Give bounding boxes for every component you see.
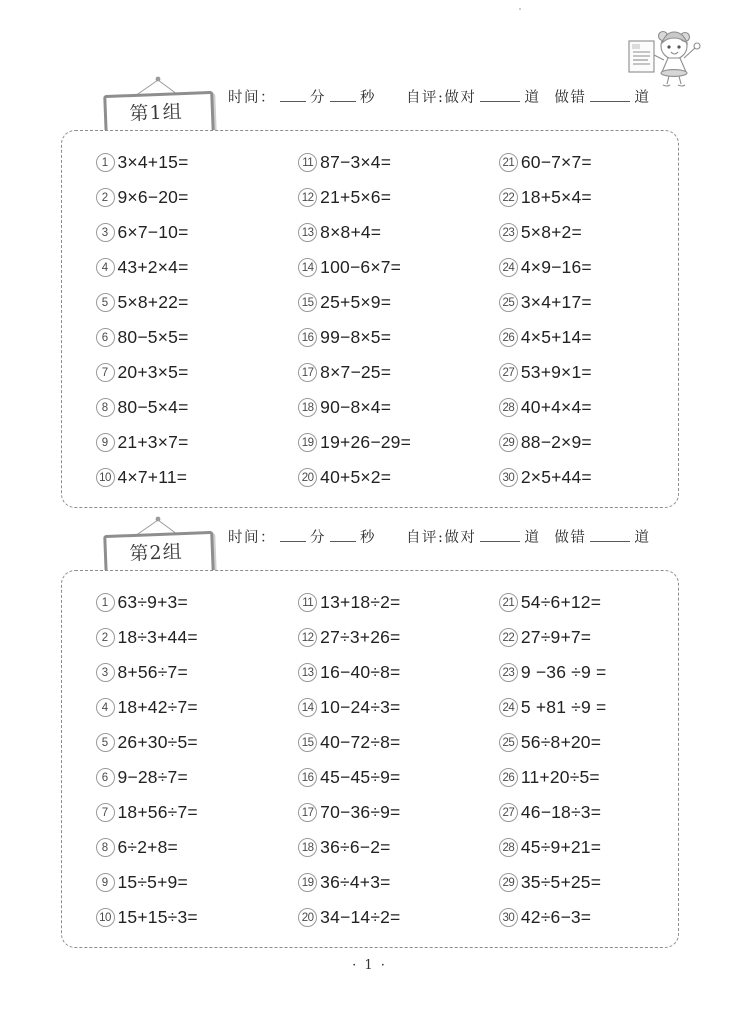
problem-item <box>499 250 678 285</box>
problem-item <box>96 900 275 935</box>
problem-item <box>499 760 678 795</box>
problem-item <box>96 285 275 320</box>
page-number: · 1 · <box>352 958 387 973</box>
minute-unit: 分 <box>310 530 326 546</box>
time-field <box>228 526 376 547</box>
problem-item <box>298 620 477 655</box>
problem-number: 20 <box>298 468 317 487</box>
problem-number: 25 <box>499 293 518 312</box>
problem-expression[interactable]: 45−45÷9= <box>320 767 401 787</box>
problem-expression[interactable]: 9−28÷7= <box>117 767 188 787</box>
problem-item <box>96 320 275 355</box>
second-unit: 秒 <box>360 90 376 106</box>
problem-number: 15 <box>298 733 317 752</box>
problem-number: 22 <box>499 188 518 207</box>
problem-item <box>499 145 678 180</box>
problem-number: 8 <box>96 398 115 417</box>
problem-item <box>499 725 678 760</box>
problem-number: 14 <box>298 258 317 277</box>
problem-expression[interactable]: 21+3×7= <box>117 432 189 452</box>
problem-item <box>96 760 275 795</box>
minutes-blank[interactable] <box>280 529 306 542</box>
problem-number: 2 <box>96 628 115 647</box>
seconds-blank[interactable] <box>330 89 356 102</box>
problem-expression[interactable]: 18+42÷7= <box>117 697 198 717</box>
group-title-plaque <box>99 76 217 132</box>
problem-number: 28 <box>499 838 518 857</box>
problem-expression[interactable]: 90−8×4= <box>320 397 392 417</box>
problem-item <box>298 725 477 760</box>
problem-number: 25 <box>499 733 518 752</box>
problem-expression[interactable]: 40+5×2= <box>320 467 392 487</box>
problem-column-3 <box>477 585 678 935</box>
correct-label: 做对 <box>444 90 477 106</box>
wrong-unit: 道 <box>634 530 651 546</box>
problem-item <box>96 390 275 425</box>
problem-expression[interactable]: 3×4+15= <box>117 152 189 172</box>
problem-expression[interactable]: 20+3×5= <box>117 362 189 382</box>
correct-count-blank[interactable] <box>480 529 520 542</box>
problem-number: 4 <box>96 258 115 277</box>
problem-number: 1 <box>96 153 115 172</box>
problem-item <box>499 285 678 320</box>
self-eval-label: 自评: <box>406 530 445 546</box>
problem-item <box>499 180 678 215</box>
problem-number: 1 <box>96 593 115 612</box>
problem-item <box>96 250 275 285</box>
group-header <box>0 72 739 130</box>
problem-number: 18 <box>298 838 317 857</box>
problem-expression[interactable]: 36÷6−2= <box>320 837 391 857</box>
problem-item <box>96 795 275 830</box>
problem-item <box>96 655 275 690</box>
problem-number: 3 <box>96 223 115 242</box>
problem-expression[interactable]: 3×4+17= <box>520 292 592 312</box>
problem-item <box>298 145 477 180</box>
problem-number: 17 <box>298 803 317 822</box>
problem-item <box>96 725 275 760</box>
problem-number: 28 <box>499 398 518 417</box>
problem-expression[interactable]: 53+9×1= <box>520 362 592 382</box>
problem-item <box>298 180 477 215</box>
problem-expression[interactable]: 13+18÷2= <box>320 592 401 612</box>
problem-item <box>298 320 477 355</box>
problem-number: 27 <box>499 363 518 382</box>
problem-expression[interactable]: 8×7−25= <box>320 362 392 382</box>
problem-number: 5 <box>96 733 115 752</box>
problem-item <box>96 830 275 865</box>
problem-item <box>298 900 477 935</box>
problem-expression[interactable]: 4×7+11= <box>117 467 188 487</box>
problem-expression[interactable]: 26+30÷5= <box>117 732 198 752</box>
problem-expression[interactable]: 15÷5+9= <box>117 872 188 892</box>
problem-item <box>96 690 275 725</box>
problem-item <box>499 355 678 390</box>
problem-item <box>499 620 678 655</box>
problem-number: 5 <box>96 293 115 312</box>
problem-expression[interactable]: 6×7−10= <box>117 222 189 242</box>
problem-expression[interactable]: 36÷4+3= <box>320 872 391 892</box>
problem-column-2 <box>274 145 477 495</box>
problem-item <box>96 180 275 215</box>
problem-number: 14 <box>298 698 317 717</box>
problem-number: 11 <box>298 153 317 172</box>
problem-expression[interactable]: 42÷6−3= <box>520 907 592 927</box>
group-header <box>0 512 739 570</box>
problem-panel <box>61 130 679 508</box>
problem-item <box>298 215 477 250</box>
problem-expression[interactable]: 87−3×4= <box>320 152 392 172</box>
problem-item <box>499 900 678 935</box>
worksheet-group-2 <box>0 512 739 948</box>
problem-item <box>499 865 678 900</box>
problem-item <box>298 830 477 865</box>
problem-expression[interactable]: 45÷9+21= <box>520 837 602 857</box>
problem-number: 11 <box>298 593 317 612</box>
problem-expression[interactable]: 43+2×4= <box>117 257 189 277</box>
problem-column-1 <box>62 145 275 495</box>
problem-expression[interactable]: 9×6−20= <box>117 187 189 207</box>
problem-item <box>96 620 275 655</box>
problem-item <box>298 460 477 495</box>
problem-number: 13 <box>298 663 317 682</box>
problem-item <box>96 145 275 180</box>
problem-item <box>499 585 678 620</box>
time-label: 时间： <box>228 90 276 106</box>
problem-item <box>499 390 678 425</box>
decorative-dot <box>519 8 521 10</box>
problem-number: 15 <box>298 293 317 312</box>
time-field <box>228 86 376 107</box>
problem-number: 6 <box>96 328 115 347</box>
problem-number: 30 <box>499 908 518 927</box>
problem-number: 21 <box>499 593 518 612</box>
problem-number: 4 <box>96 698 115 717</box>
problem-expression[interactable]: 27÷3+26= <box>320 627 401 647</box>
problem-column-2 <box>274 585 477 935</box>
problem-number: 29 <box>499 433 518 452</box>
group-title: 第1组 <box>129 100 184 126</box>
problem-column-1 <box>62 585 275 935</box>
problem-number: 13 <box>298 223 317 242</box>
group-title-plaque <box>99 516 217 572</box>
problem-expression[interactable]: 46−18÷3= <box>520 802 602 822</box>
correct-unit: 道 <box>524 90 541 106</box>
problem-expression[interactable]: 4×9−16= <box>520 257 592 277</box>
problem-expression[interactable]: 18+56÷7= <box>117 802 198 822</box>
problem-number: 12 <box>298 628 317 647</box>
problem-number: 23 <box>499 663 518 682</box>
group-meta-line <box>228 86 698 107</box>
problem-expression[interactable]: 60−7×7= <box>520 152 592 172</box>
problem-expression[interactable]: 88−2×9= <box>520 432 592 452</box>
self-eval-label: 自评: <box>406 90 445 106</box>
problem-expression[interactable]: 5×8+2= <box>520 222 582 242</box>
problem-item <box>298 690 477 725</box>
problem-number: 26 <box>499 328 518 347</box>
problem-item <box>96 215 275 250</box>
problem-column-3 <box>477 145 678 495</box>
problem-expression[interactable]: 19+26−29= <box>320 432 412 452</box>
wrong-unit: 道 <box>634 90 651 106</box>
problem-item <box>298 355 477 390</box>
problem-item <box>499 830 678 865</box>
problem-expression[interactable]: 27÷9+7= <box>520 627 592 647</box>
problem-expression[interactable]: 63÷9+3= <box>117 592 188 612</box>
problem-expression[interactable]: 2×5+44= <box>520 467 592 487</box>
problem-expression[interactable]: 18÷3+44= <box>117 627 198 647</box>
problem-number: 8 <box>96 838 115 857</box>
correct-unit: 道 <box>524 530 541 546</box>
problem-panel <box>61 570 679 948</box>
problem-item <box>298 390 477 425</box>
problem-expression[interactable]: 21+5×6= <box>320 187 392 207</box>
problem-number: 6 <box>96 768 115 787</box>
problem-expression[interactable]: 40−72÷8= <box>320 732 401 752</box>
minute-unit: 分 <box>310 90 326 106</box>
problem-item <box>298 760 477 795</box>
group-title: 第2组 <box>129 540 184 566</box>
problem-expression[interactable]: 5 +81 ÷9 = <box>520 697 607 717</box>
problem-number: 16 <box>298 768 317 787</box>
self-eval-field <box>406 526 650 547</box>
wrong-label: 做错 <box>554 530 587 546</box>
problem-expression[interactable]: 99−8×5= <box>320 327 392 347</box>
problem-expression[interactable]: 18+5×4= <box>520 187 592 207</box>
problem-expression[interactable]: 56÷8+20= <box>520 732 602 752</box>
problem-expression[interactable]: 40+4×4= <box>520 397 592 417</box>
problem-item <box>298 865 477 900</box>
problem-item <box>96 355 275 390</box>
problem-number: 7 <box>96 803 115 822</box>
correct-label: 做对 <box>444 530 477 546</box>
problem-number: 9 <box>96 873 115 892</box>
problem-number: 9 <box>96 433 115 452</box>
problem-item <box>96 460 275 495</box>
problem-number: 10 <box>96 468 115 487</box>
problem-expression[interactable]: 8×8+4= <box>320 222 382 242</box>
problem-number: 2 <box>96 188 115 207</box>
problem-item <box>96 425 275 460</box>
problem-expression[interactable]: 9 −36 ÷9 = <box>520 662 607 682</box>
problem-number: 21 <box>499 153 518 172</box>
problem-number: 20 <box>298 908 317 927</box>
second-unit: 秒 <box>360 530 376 546</box>
problem-item <box>499 655 678 690</box>
problem-number: 16 <box>298 328 317 347</box>
problem-expression[interactable]: 25+5×9= <box>320 292 392 312</box>
problem-number: 26 <box>499 768 518 787</box>
problem-item <box>96 865 275 900</box>
seconds-blank[interactable] <box>330 529 356 542</box>
correct-count-blank[interactable] <box>480 89 520 102</box>
problem-item <box>499 795 678 830</box>
problem-expression[interactable]: 4×5+14= <box>520 327 592 347</box>
worksheet-group-1 <box>0 72 739 508</box>
problem-number: 3 <box>96 663 115 682</box>
problem-item <box>298 585 477 620</box>
wrong-count-blank[interactable] <box>590 529 630 542</box>
wrong-label: 做错 <box>554 90 587 106</box>
problem-number: 22 <box>499 628 518 647</box>
problem-expression[interactable]: 5×8+22= <box>117 292 189 312</box>
problem-item <box>298 250 477 285</box>
minutes-blank[interactable] <box>280 89 306 102</box>
problem-item <box>96 585 275 620</box>
problem-expression[interactable]: 11+20÷5= <box>520 767 600 787</box>
problem-expression[interactable]: 70−36÷9= <box>320 802 401 822</box>
time-label: 时间： <box>228 530 276 546</box>
problem-item <box>298 655 477 690</box>
problem-number: 19 <box>298 433 317 452</box>
problem-number: 12 <box>298 188 317 207</box>
problem-expression[interactable]: 35÷5+25= <box>520 872 602 892</box>
problem-expression[interactable]: 16−40÷8= <box>320 662 401 682</box>
problem-number: 18 <box>298 398 317 417</box>
problem-number: 29 <box>499 873 518 892</box>
problem-expression[interactable]: 100−6×7= <box>320 257 402 277</box>
problem-number: 24 <box>499 698 518 717</box>
problem-item <box>298 425 477 460</box>
problem-number: 19 <box>298 873 317 892</box>
problem-number: 10 <box>96 908 115 927</box>
wrong-count-blank[interactable] <box>590 89 630 102</box>
problem-expression[interactable]: 80−5×5= <box>117 327 189 347</box>
problem-number: 24 <box>499 258 518 277</box>
problem-number: 23 <box>499 223 518 242</box>
self-eval-field <box>406 86 650 107</box>
problem-expression[interactable]: 15+15÷3= <box>117 907 198 927</box>
problem-item <box>499 425 678 460</box>
problem-item <box>499 320 678 355</box>
problem-expression[interactable]: 54÷6+12= <box>520 592 602 612</box>
problem-number: 30 <box>499 468 518 487</box>
problem-expression[interactable]: 34−14÷2= <box>320 907 401 927</box>
problem-expression[interactable]: 8+56÷7= <box>117 662 188 682</box>
problem-expression[interactable]: 10−24÷3= <box>320 697 401 717</box>
problem-number: 17 <box>298 363 317 382</box>
problem-item <box>499 215 678 250</box>
problem-item <box>298 795 477 830</box>
problem-number: 7 <box>96 363 115 382</box>
problem-expression[interactable]: 80−5×4= <box>117 397 189 417</box>
problem-item <box>499 460 678 495</box>
group-meta-line <box>228 526 698 547</box>
problem-number: 27 <box>499 803 518 822</box>
problem-expression[interactable]: 6÷2+8= <box>117 837 178 857</box>
problem-item <box>499 690 678 725</box>
problem-item <box>298 285 477 320</box>
